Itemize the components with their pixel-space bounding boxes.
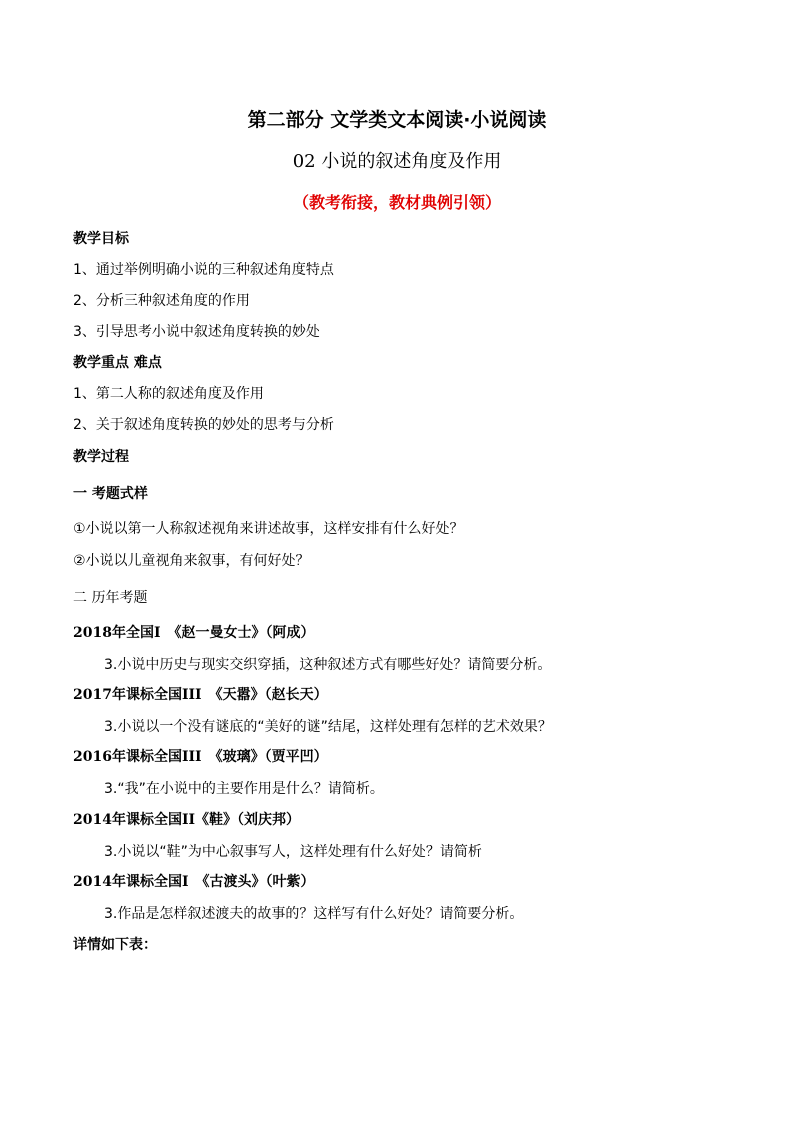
exam-source: 2018年全国I 《赵一曼女士》（阿成） — [73, 625, 315, 641]
goals-heading: 教学目标 — [73, 231, 129, 247]
exam-source: 2016年课标全国III 《玻璃》（贾平凹） — [73, 749, 328, 765]
exam-source: 2017年课标全国III 《天嚣》（赵长天） — [73, 687, 328, 703]
page-title: 第二部分 文学类文本阅读·小说阅读 — [247, 109, 547, 131]
exam-source: 2014年课标全国I 《古渡头》（叶紫） — [73, 874, 315, 890]
exam-question: 3.作品是怎样叙述渡夫的故事的？这样写有什么好处？请简要分析。 — [104, 906, 524, 922]
goal-item: 1、通过举例明确小说的三种叙述角度特点 — [73, 262, 334, 278]
sample-questions-heading: 一 考题式样 — [73, 486, 148, 502]
goal-item: 3、引导思考小说中叙述角度转换的妙处 — [73, 324, 320, 340]
focus-heading: 教学重点 难点 — [73, 355, 162, 371]
process-heading: 教学过程 — [73, 449, 129, 465]
past-exams-heading: 二 历年考题 — [73, 590, 148, 606]
lesson-tagline: （教考衔接，教材典例引领） — [292, 193, 501, 212]
goal-item: 2、分析三种叙述角度的作用 — [73, 293, 250, 309]
exam-source: 2014年课标全国II《鞋》（刘庆邦） — [73, 812, 301, 828]
exam-question: 3.“我”在小说中的主要作用是什么？请简析。 — [104, 781, 384, 797]
exam-question: 3.小说以一个没有谜底的“美好的谜”结尾，这样处理有怎样的艺术效果？ — [104, 719, 552, 735]
exam-question: 3.小说以“鞋”为中心叙事写人，这样处理有什么好处？请简析 — [104, 844, 482, 860]
sample-question: ②小说以儿童视角来叙事，有何好处？ — [73, 553, 310, 569]
details-label: 详情如下表： — [73, 937, 157, 953]
focus-item: 2、关于叙述角度转换的妙处的思考与分析 — [73, 417, 334, 433]
exam-question: 3.小说中历史与现实交织穿插，这种叙述方式有哪些好处？请简要分析。 — [104, 657, 552, 673]
focus-item: 1、第二人称的叙述角度及作用 — [73, 386, 264, 402]
sample-question: ①小说以第一人称叙述视角来讲述故事，这样安排有什么好处？ — [73, 521, 464, 537]
lesson-title: 02 小说的叙述角度及作用 — [292, 151, 502, 172]
